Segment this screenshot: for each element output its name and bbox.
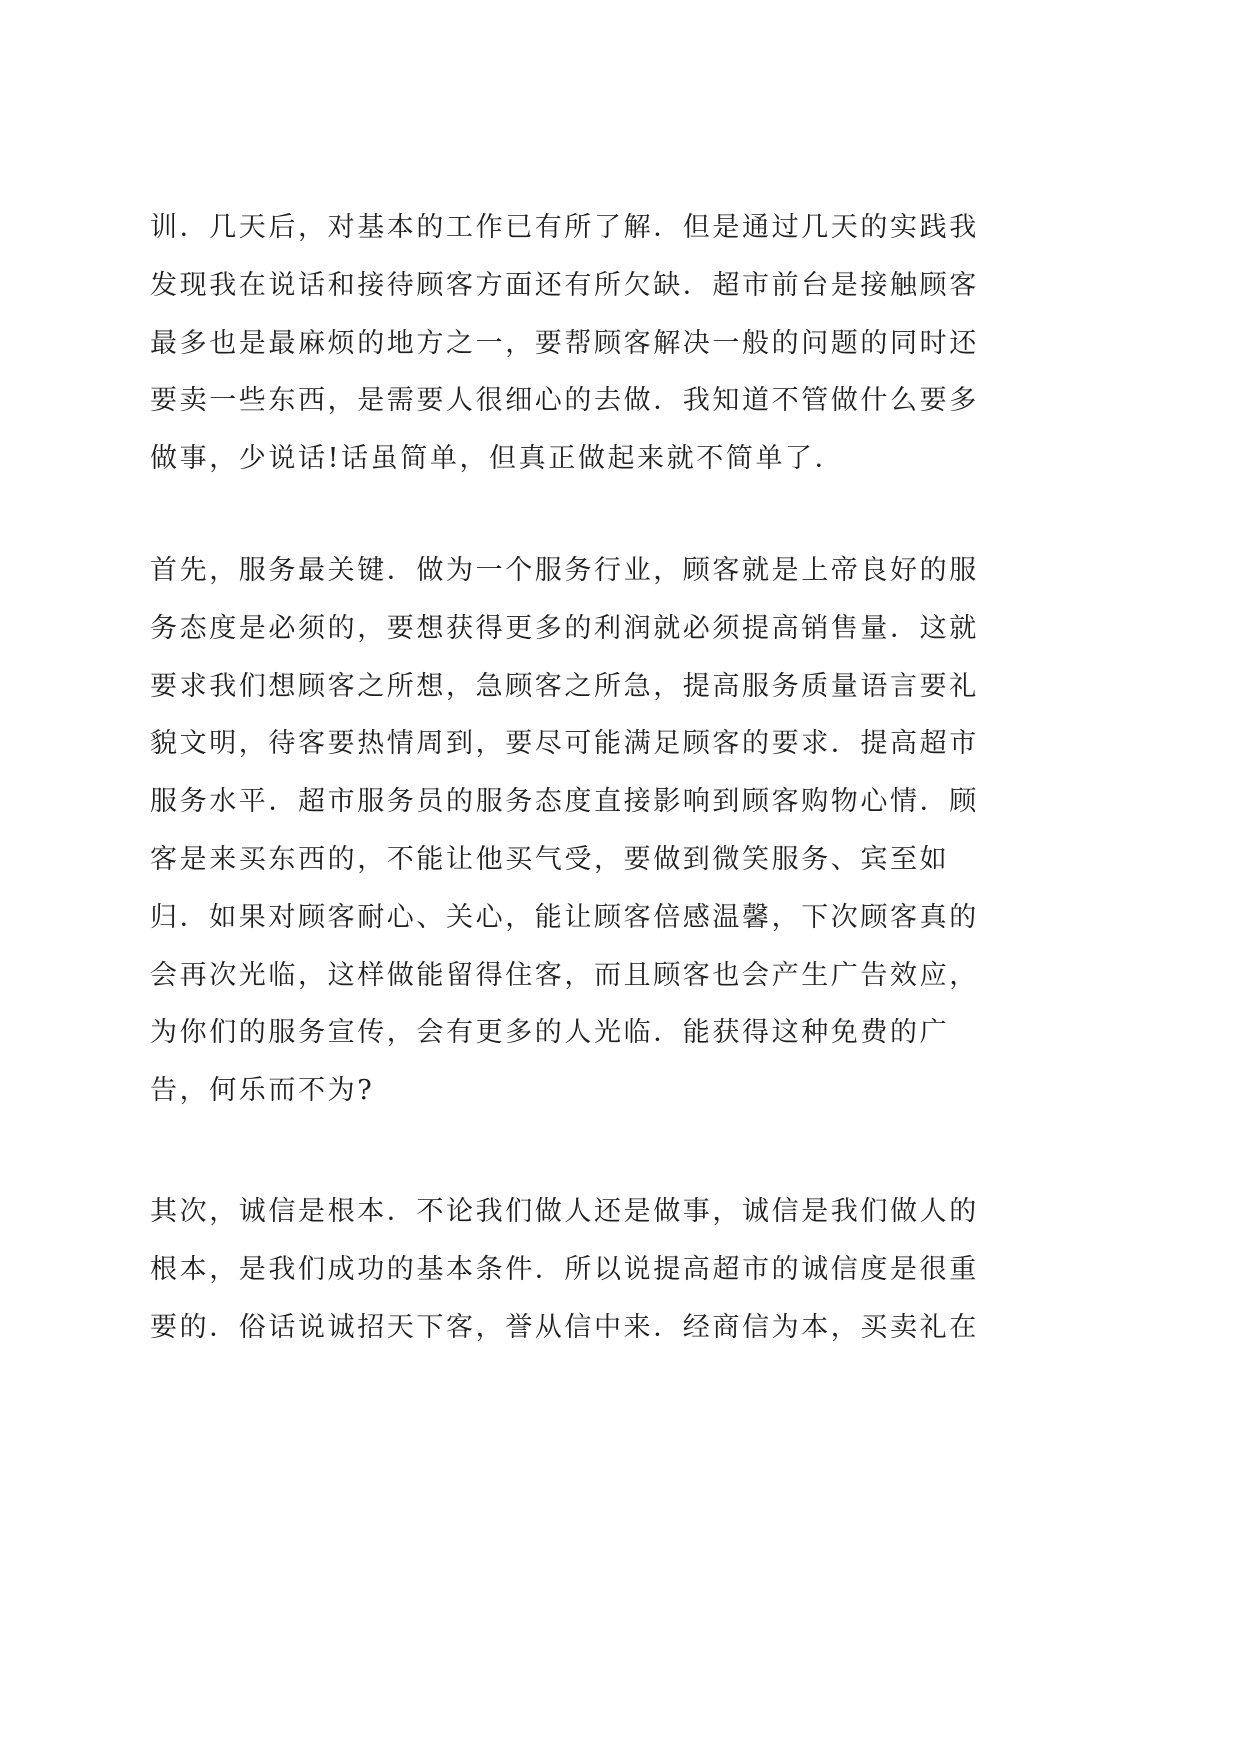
paragraph-line: 归．如果对顾客耐心、关心，能让顾客倍感温馨，下次顾客真的: [150, 901, 979, 933]
paragraph-line: 要求我们想顾客之所想，急顾客之所急，提高服务质量语言要礼: [150, 670, 979, 702]
paragraph-line: 其次，诚信是根本．不论我们做人还是做事，诚信是我们做人的: [150, 1196, 979, 1227]
paragraph-line: 要的．俗话说诚招天下客，誉从信中来．经商信为本，买卖礼在: [150, 1311, 979, 1343]
paragraph-line: 服务水平．超市服务员的服务态度直接影响到顾客购物心情．顾: [150, 786, 979, 818]
paragraph-line: 最多也是最麻烦的地方之一，要帮顾客解决一般的问题的同时还: [150, 327, 979, 359]
paragraph-line: 客是来买东西的，不能让他买气受，要做到微笑服务、宾至如: [150, 843, 950, 875]
paragraph-line: 告，何乐而不为?: [150, 1075, 375, 1107]
paragraph-line: 首先，服务最关键．做为一个服务行业，顾客就是上帝良好的服: [150, 555, 979, 586]
paragraph-line: 发现我在说话和接待顾客方面还有所欠缺．超市前台是接触顾客: [150, 269, 979, 301]
paragraph: [150, 542, 1010, 1120]
paragraph-line: 为你们的服务宣传，会有更多的人光临．能获得这种免费的广: [150, 1017, 950, 1049]
paragraph-line: 根本，是我们成功的基本条件．所以说提高超市的诚信度是很重: [150, 1253, 979, 1285]
paragraph: [150, 1183, 1010, 1356]
paragraph-line: 训．几天后，对基本的工作已有所了解．但是通过几天的实践我: [150, 212, 979, 243]
paragraph-line: 做事，少说话!话虽简单，但真正做起来就不简单了．: [150, 443, 845, 475]
paragraph-line: 会再次光临，这样做能留得住客，而且顾客也会产生广告效应，: [150, 959, 979, 991]
paragraph-line: 貌文明，待客要热情周到，要尽可能满足顾客的要求．提高超市: [150, 728, 979, 760]
paragraph-line: 要卖一些东西，是需要人很细心的去做．我知道不管做什么要多: [150, 385, 979, 417]
paragraph-line: 务态度是必须的，要想获得更多的利润就必须提高销售量．这就: [150, 612, 979, 644]
paragraph: [150, 199, 1010, 488]
